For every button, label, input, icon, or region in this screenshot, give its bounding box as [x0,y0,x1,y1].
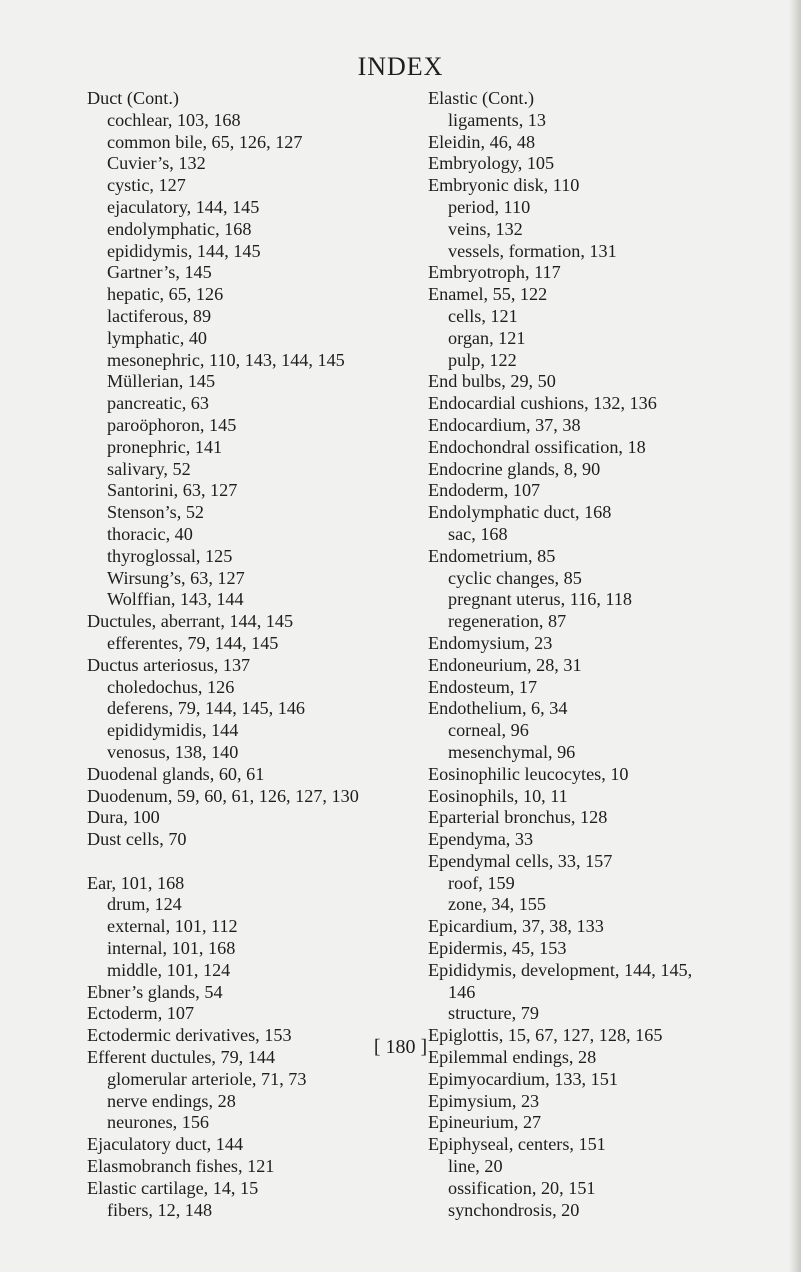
index-subentry: ejaculatory, 144, 145 [107,196,260,217]
index-subentry: ossification, 20, 151 [448,1177,596,1198]
index-entry: Epilemmal endings, 28 [428,1047,597,1068]
index-subentry: efferentes, 79, 144, 145 [107,632,279,653]
index-entry: Efferent ductules, 79, 144 [87,1047,276,1068]
index-entry: Duct (Cont.) [87,88,179,108]
index-entry: Epididymis, development, 144, 145, [428,959,693,980]
index-subentry: lymphatic, 40 [107,327,208,348]
index-subentry: mesonephric, 110, 143, 144, 145 [107,349,345,370]
index-entry: Endoneurium, 28, 31 [428,654,582,675]
index-subentry: external, 101, 112 [107,916,238,937]
index-subentry: common bile, 65, 126, 127 [107,131,303,152]
index-subentry: deferens, 79, 144, 145, 146 [107,698,306,719]
index-subentry: hepatic, 65, 126 [107,284,224,305]
index-entry: Ebner’s glands, 54 [87,981,223,1002]
index-entry: Enamel, 55, 122 [428,284,548,305]
index-subentry: middle, 101, 124 [107,959,231,980]
index-entry: Epimysium, 23 [428,1090,540,1111]
index-entry: Elastic (Cont.) [428,88,535,108]
index-entry: Ejaculatory duct, 144 [87,1134,244,1155]
index-subentry: mesenchymal, 96 [448,741,576,762]
index-entry: Endocardium, 37, 38 [428,414,581,435]
page-number: [ 180 ] [373,1036,428,1058]
index-subentry: veins, 132 [448,218,523,239]
index-entry: Endocrine glands, 8, 90 [428,458,601,479]
index-subentry: Gartner’s, 145 [107,262,212,283]
index-subentry: 146 [448,981,476,1002]
index-subentry: neurones, 156 [107,1112,210,1133]
index-entry: Elastic cartilage, 14, 15 [87,1177,259,1198]
page-edge-shadow [789,0,801,1272]
index-subentry: cystic, 127 [107,175,186,196]
index-entry: Endometrium, 85 [428,545,556,566]
index-subentry: pronephric, 141 [107,436,223,457]
index-subentry: Santorini, 63, 127 [107,480,238,501]
index-entry: Endocardial cushions, 132, 136 [428,393,657,414]
index-entry: Dust cells, 70 [87,829,187,850]
index-subentry: ligaments, 13 [448,109,546,130]
index-entry: Ductus arteriosus, 137 [87,654,251,675]
index-subentry: glomerular arteriole, 71, 73 [107,1068,307,1089]
index-entry: Elasmobranch fishes, 121 [87,1156,275,1177]
page-title: INDEX [357,52,444,81]
index-entry: Dura, 100 [87,807,160,828]
index-subentry: thoracic, 40 [107,523,193,544]
index-entry: Duodenum, 59, 60, 61, 126, 127, 130 [87,785,359,806]
index-subentry: synchondrosis, 20 [448,1199,580,1220]
index-subentry: Cuvier’s, 132 [107,153,206,174]
index-entry: Endolymphatic duct, 168 [428,502,612,523]
index-entry: Epidermis, 45, 153 [428,938,567,959]
index-subentry: Wolffian, 143, 144 [107,589,244,610]
index-entry: Ectoderm, 107 [87,1003,195,1024]
index-subentry: cyclic changes, 85 [448,567,582,588]
index-entry: Embryology, 105 [428,153,555,174]
index-subentry: sac, 168 [448,523,508,544]
index-subentry: venosus, 138, 140 [107,741,239,762]
index-entry: Eosinophils, 10, 11 [428,785,568,806]
index-subentry: corneal, 96 [448,720,529,741]
index-entry: Duodenal glands, 60, 61 [87,763,265,784]
index-subentry: internal, 101, 168 [107,938,236,959]
index-subentry: lactiferous, 89 [107,305,212,326]
index-subentry: structure, 79 [448,1003,539,1024]
index-subentry: epididymis, 144, 145 [107,240,261,261]
index-entry: Ear, 101, 168 [87,872,185,893]
index-subentry: choledochus, 126 [107,676,235,697]
index-subentry: cells, 121 [448,305,518,326]
index-subentry: paroöphoron, 145 [107,414,237,435]
index-subentry: drum, 124 [107,894,182,915]
index-entry: Epimyocardium, 133, 151 [428,1068,618,1089]
index-subentry: Müllerian, 145 [107,371,216,392]
index-entry: Eleidin, 46, 48 [428,131,536,152]
index-entry: Endoderm, 107 [428,480,541,501]
index-entry: Ductules, aberrant, 144, 145 [87,611,294,632]
index-entry: Ectodermic derivatives, 153 [87,1025,292,1046]
index-entry: Epineurium, 27 [428,1112,542,1133]
index-entry: Epiglottis, 15, 67, 127, 128, 165 [428,1025,663,1046]
index-subentry: endolymphatic, 168 [107,218,252,239]
index-subentry: roof, 159 [448,872,515,893]
index-subentry: zone, 34, 155 [448,894,546,915]
index-subentry: Wirsung’s, 63, 127 [107,567,245,588]
index-entry: Endosteum, 17 [428,676,538,697]
index-entry: Epicardium, 37, 38, 133 [428,916,604,937]
index-subentry: pancreatic, 63 [107,393,209,414]
index-entry: Embryonic disk, 110 [428,175,580,196]
index-subentry: period, 110 [448,196,531,217]
index-entry: Embryotroph, 117 [428,262,561,283]
index-entry: End bulbs, 29, 50 [428,371,556,392]
index-subentry: epididymidis, 144 [107,720,239,741]
index-entry: Eparterial bronchus, 128 [428,807,608,828]
index-subentry: salivary, 52 [107,458,191,479]
index-entry: Ependymal cells, 33, 157 [428,850,613,871]
index-subentry: cochlear, 103, 168 [107,109,241,130]
index-subentry: nerve endings, 28 [107,1090,236,1111]
index-subentry: vessels, formation, 131 [448,240,617,261]
index-subentry: organ, 121 [448,327,526,348]
index-subentry: line, 20 [448,1156,503,1177]
index-entry: Endochondral ossification, 18 [428,436,646,457]
index-subentry: pregnant uterus, 116, 118 [448,589,633,610]
index-entry: Eosinophilic leucocytes, 10 [428,763,629,784]
index-subentry: pulp, 122 [448,349,517,370]
index-subentry: thyroglossal, 125 [107,545,233,566]
index-subentry: Stenson’s, 52 [107,502,205,523]
index-subentry: regeneration, 87 [448,611,567,632]
index-entry: Epiphyseal, centers, 151 [428,1134,606,1155]
index-subentry: fibers, 12, 148 [107,1199,213,1220]
index-entry: Endomysium, 23 [428,632,553,653]
index-entry: Endothelium, 6, 34 [428,698,568,719]
index-entry: Ependyma, 33 [428,829,534,850]
